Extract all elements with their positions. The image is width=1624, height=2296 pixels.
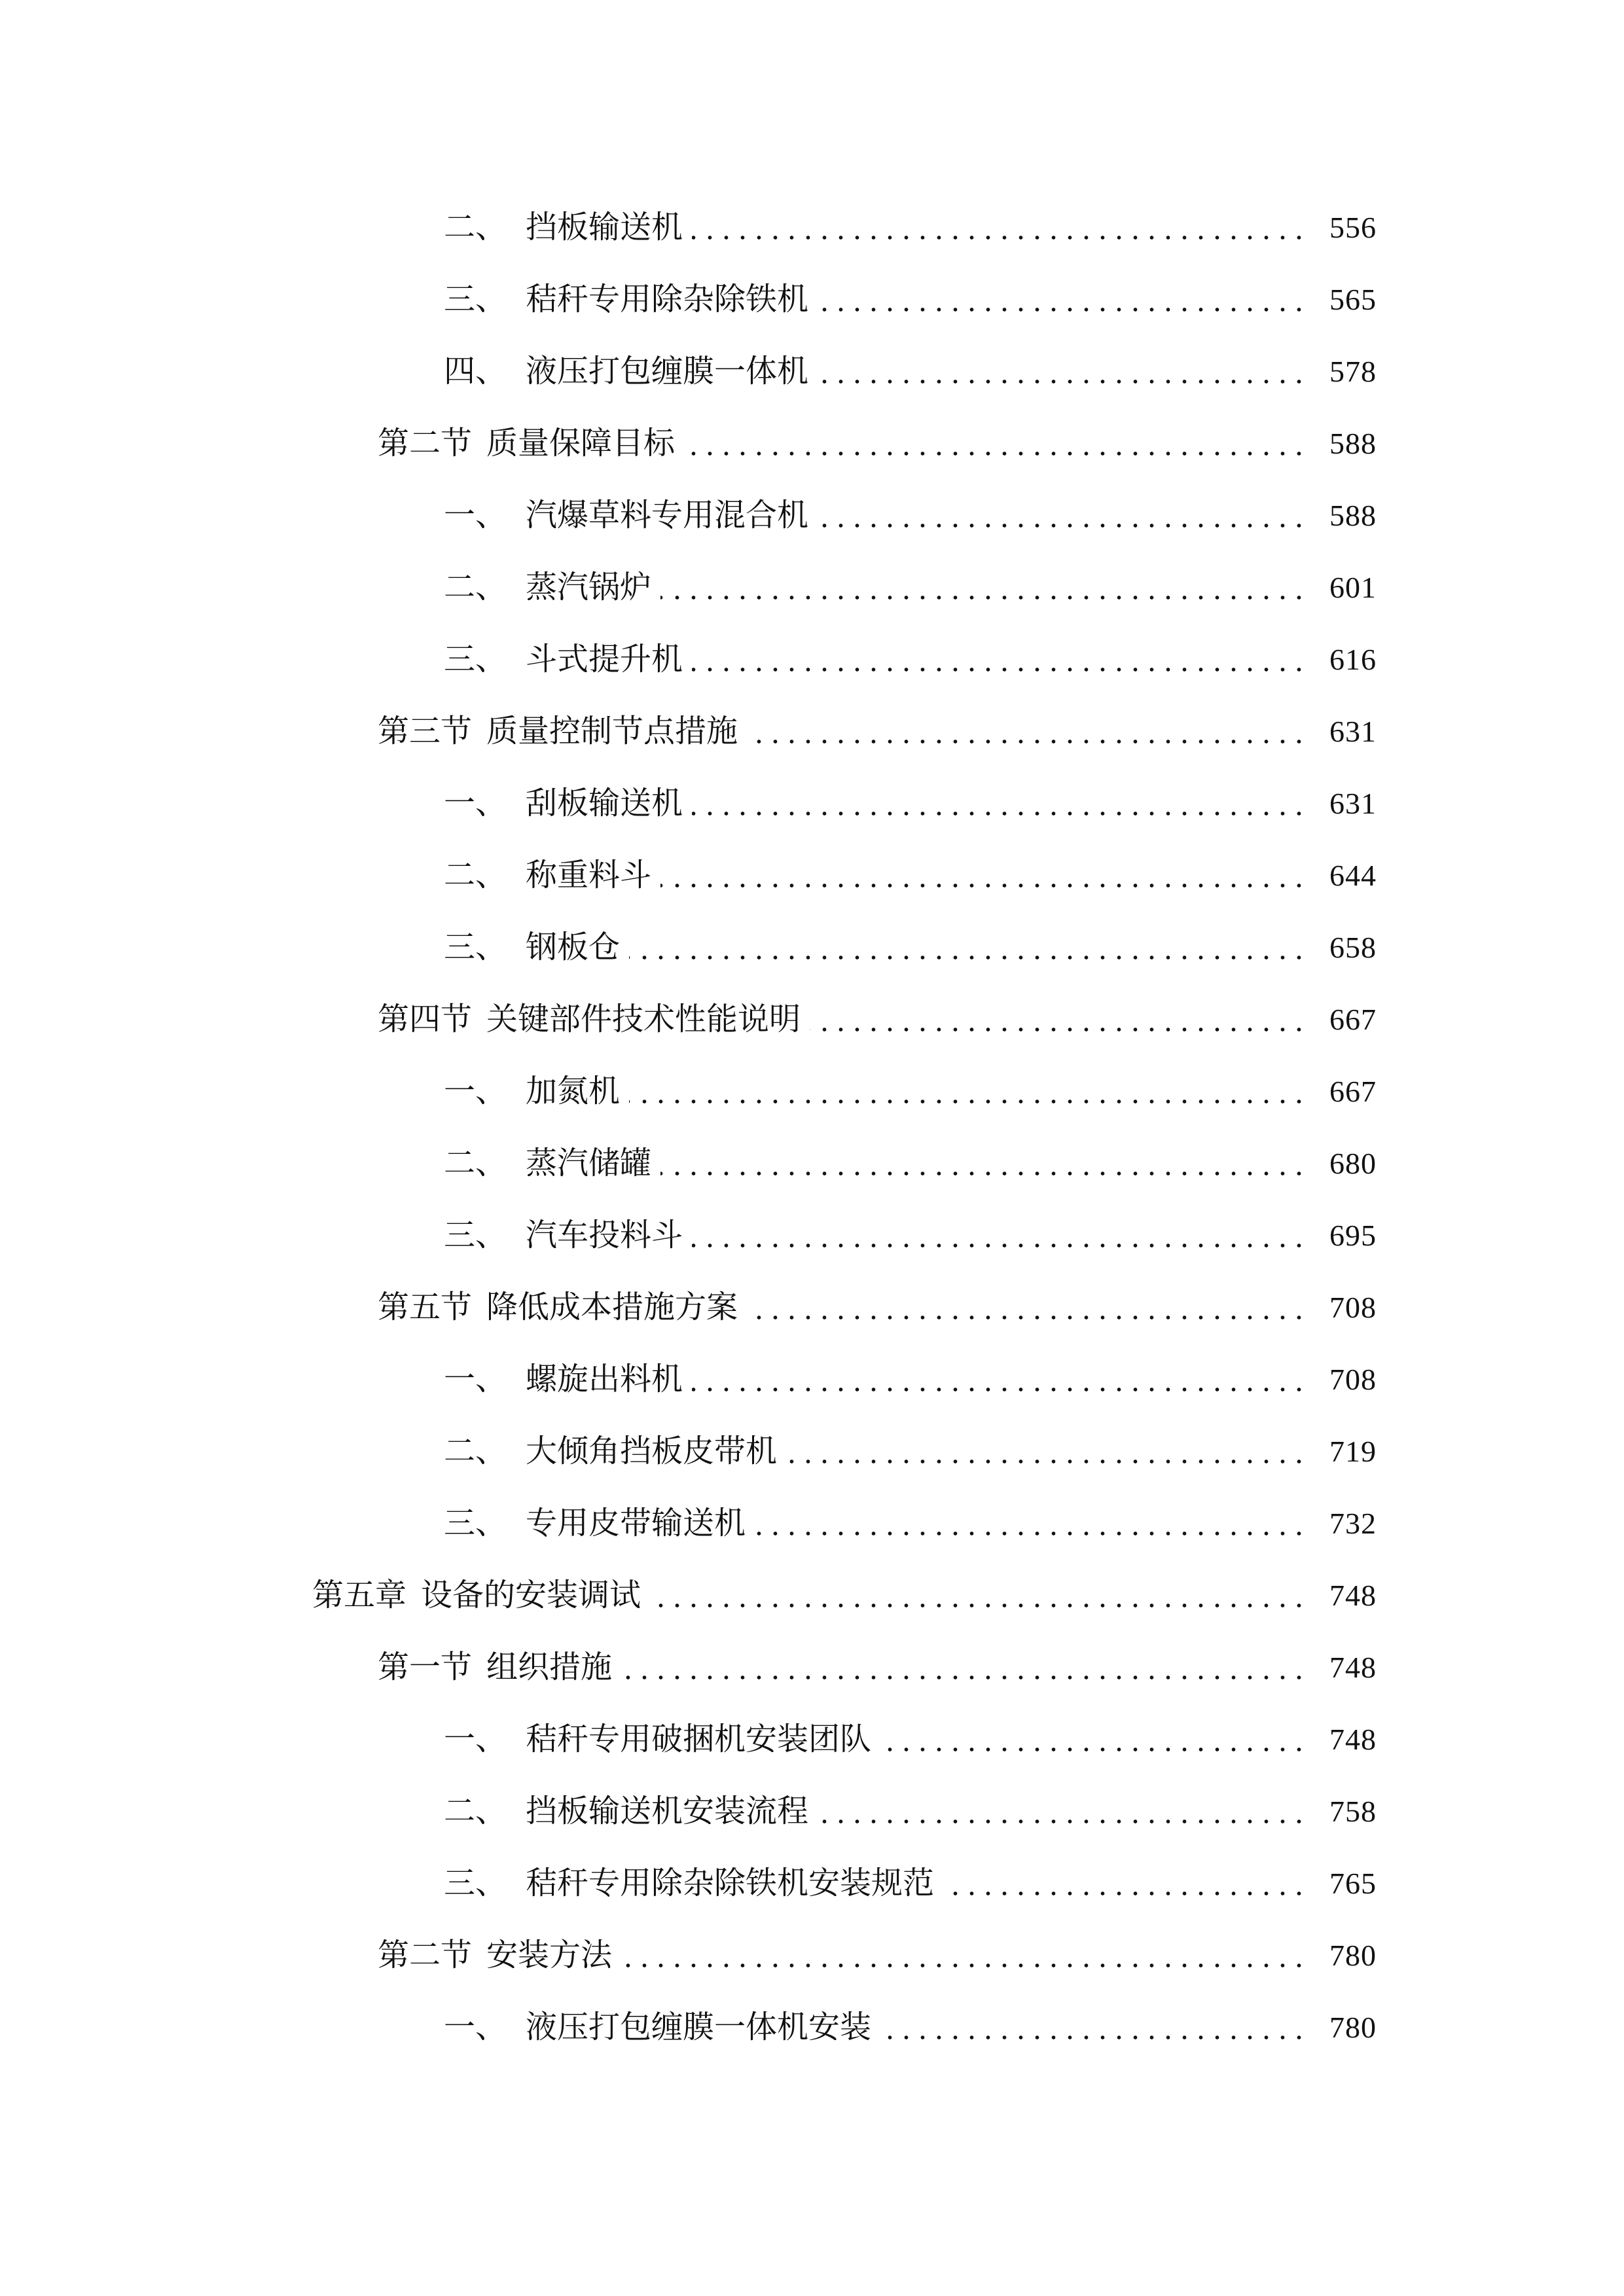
toc-entry-title: 关键部件技术性能说明 — [486, 1002, 801, 1037]
toc-entry-page-number: 631 — [1329, 787, 1377, 820]
toc-entry[interactable] — [0, 1344, 1624, 1416]
toc-entry-marker: 二、 — [444, 858, 507, 893]
toc-entry-title: 设备的安装调试 — [421, 1578, 641, 1613]
toc-entry-page-number: 748 — [1329, 1579, 1377, 1612]
toc-entry-page-number: 667 — [1329, 1003, 1377, 1036]
toc-entry-marker: 三、 — [444, 1866, 507, 1901]
toc-section-entry[interactable] — [0, 696, 1624, 768]
toc-entry[interactable] — [0, 1128, 1624, 1200]
toc-entry-page-number: 556 — [1329, 211, 1377, 244]
toc-entry-marker: 一、 — [444, 498, 507, 533]
toc-entry-page-number: 732 — [1329, 1507, 1377, 1540]
dot-leader — [747, 696, 1307, 768]
dot-leader — [818, 264, 1307, 336]
dot-leader — [629, 912, 1307, 984]
dot-leader — [818, 1776, 1307, 1848]
toc-entry-title: 挡板输送机 — [526, 210, 683, 245]
dot-leader — [755, 1488, 1307, 1560]
toc-entry[interactable] — [0, 552, 1624, 624]
toc-entry[interactable] — [0, 192, 1624, 264]
toc-entry-title: 称重料斗 — [526, 858, 652, 893]
toc-entry-page-number: 631 — [1329, 715, 1377, 748]
dot-leader — [660, 552, 1307, 624]
toc-entry[interactable] — [0, 1488, 1624, 1560]
dot-leader — [818, 336, 1307, 408]
toc-entry-page-number: 708 — [1329, 1363, 1377, 1396]
toc-entry[interactable] — [0, 336, 1624, 408]
dot-leader — [692, 1200, 1307, 1272]
toc-entry-title: 液压打包缠膜一体机安装 — [526, 2010, 872, 2045]
dot-leader — [692, 768, 1307, 840]
toc-entry-title: 秸秆专用除杂除铁机安装规范 — [526, 1866, 935, 1901]
dot-leader — [692, 624, 1307, 696]
toc-entry-marker: 第二节 — [378, 1938, 473, 1973]
toc-entry[interactable] — [0, 1056, 1624, 1128]
toc-entry[interactable] — [0, 1776, 1624, 1848]
toc-entry-title: 刮板输送机 — [526, 786, 683, 821]
toc-entry-marker: 二、 — [444, 570, 507, 605]
dot-leader — [880, 1704, 1307, 1776]
toc-entry-marker: 一、 — [444, 1362, 507, 1397]
toc-entry[interactable] — [0, 840, 1624, 912]
toc-entry-marker: 二、 — [444, 210, 507, 245]
dot-leader — [684, 408, 1307, 480]
toc-entry[interactable] — [0, 624, 1624, 696]
toc-entry-marker: 第四节 — [378, 1002, 473, 1037]
dot-leader — [692, 192, 1307, 264]
toc-entry[interactable] — [0, 768, 1624, 840]
toc-entry-page-number: 758 — [1329, 1795, 1377, 1828]
toc-entry-page-number: 588 — [1329, 499, 1377, 532]
dot-leader — [943, 1848, 1307, 1920]
toc-chapter-entry[interactable] — [0, 1560, 1624, 1632]
toc-entry-page-number: 680 — [1329, 1147, 1377, 1180]
toc-entry-marker: 一、 — [444, 1074, 507, 1109]
toc-entry-title: 加氮机 — [526, 1074, 621, 1109]
dot-leader — [660, 840, 1307, 912]
toc-entry-marker: 三、 — [444, 930, 507, 965]
toc-entry[interactable] — [0, 912, 1624, 984]
toc-entry[interactable] — [0, 1200, 1624, 1272]
toc-entry-page-number: 601 — [1329, 571, 1377, 604]
dot-leader — [660, 1128, 1307, 1200]
toc-entry-page-number: 578 — [1329, 355, 1377, 388]
toc-entry-title: 质量控制节点措施 — [486, 714, 738, 749]
toc-entry-page-number: 667 — [1329, 1075, 1377, 1108]
toc-entry-title: 螺旋出料机 — [526, 1362, 683, 1397]
toc-entry-page-number: 644 — [1329, 859, 1377, 892]
dot-leader — [786, 1416, 1307, 1488]
toc-entry-title: 质量保障目标 — [486, 426, 676, 461]
toc-entry-marker: 三、 — [444, 282, 507, 317]
toc-entry-marker: 二、 — [444, 1434, 507, 1469]
toc-entry-marker: 第五节 — [378, 1290, 473, 1325]
toc-entry-title: 秸秆专用破捆机安装团队 — [526, 1722, 872, 1757]
toc-entry[interactable] — [0, 1416, 1624, 1488]
toc-entry-title: 液压打包缠膜一体机 — [526, 354, 809, 389]
toc-section-entry[interactable] — [0, 1272, 1624, 1344]
toc-entry-title: 汽车投料斗 — [526, 1218, 683, 1253]
table-of-contents — [0, 192, 1624, 2064]
toc-entry[interactable] — [0, 1848, 1624, 1920]
toc-entry-page-number: 695 — [1329, 1219, 1377, 1252]
toc-entry-marker: 三、 — [444, 1506, 507, 1541]
toc-entry-page-number: 748 — [1329, 1651, 1377, 1684]
dot-leader — [880, 1992, 1307, 2064]
dot-leader — [621, 1920, 1307, 1992]
toc-entry-title: 钢板仓 — [526, 930, 621, 965]
dot-leader — [692, 1344, 1307, 1416]
toc-entry-marker: 第五章 — [312, 1578, 407, 1613]
toc-entry-page-number: 719 — [1329, 1435, 1377, 1468]
toc-entry-title: 组织措施 — [486, 1650, 613, 1685]
toc-entry[interactable] — [0, 1992, 1624, 2064]
toc-entry-page-number: 658 — [1329, 931, 1377, 964]
dot-leader — [747, 1272, 1307, 1344]
toc-entry-page-number: 765 — [1329, 1867, 1377, 1900]
toc-entry-marker: 三、 — [444, 1218, 507, 1253]
toc-entry-marker: 第二节 — [378, 426, 473, 461]
toc-entry-marker: 一、 — [444, 1722, 507, 1757]
toc-entry-page-number: 748 — [1329, 1723, 1377, 1756]
toc-entry-title: 斗式提升机 — [526, 642, 683, 677]
toc-entry[interactable] — [0, 1704, 1624, 1776]
dot-leader — [650, 1560, 1307, 1632]
toc-entry-page-number: 565 — [1329, 283, 1377, 316]
toc-section-entry[interactable] — [0, 408, 1624, 480]
toc-section-entry[interactable] — [0, 984, 1624, 1056]
dot-leader — [810, 984, 1307, 1056]
toc-entry-marker: 一、 — [444, 786, 507, 821]
toc-entry-title: 降低成本措施方案 — [486, 1290, 738, 1325]
toc-entry-title: 秸秆专用除杂除铁机 — [526, 282, 809, 317]
toc-entry-marker: 四、 — [444, 354, 507, 389]
toc-entry-marker: 二、 — [444, 1146, 507, 1181]
toc-entry-title: 蒸汽储罐 — [526, 1146, 652, 1181]
toc-entry-marker: 一、 — [444, 2010, 507, 2045]
toc-section-entry[interactable] — [0, 1920, 1624, 1992]
toc-entry-marker: 三、 — [444, 642, 507, 677]
toc-entry-page-number: 708 — [1329, 1291, 1377, 1324]
toc-entry[interactable] — [0, 480, 1624, 552]
toc-section-entry[interactable] — [0, 1632, 1624, 1704]
toc-entry-title: 专用皮带输送机 — [526, 1506, 746, 1541]
toc-entry-title: 汽爆草料专用混合机 — [526, 498, 809, 533]
toc-entry-marker: 第一节 — [378, 1650, 473, 1685]
toc-entry-marker: 第三节 — [378, 714, 473, 749]
toc-entry-marker: 二、 — [444, 1794, 507, 1829]
dot-leader — [629, 1056, 1307, 1128]
toc-entry-title: 大倾角挡板皮带机 — [526, 1434, 778, 1469]
toc-entry-page-number: 616 — [1329, 643, 1377, 676]
toc-entry-page-number: 780 — [1329, 1939, 1377, 1972]
toc-entry-page-number: 780 — [1329, 2011, 1377, 2044]
toc-entry[interactable] — [0, 264, 1624, 336]
toc-entry-title: 蒸汽锅炉 — [526, 570, 652, 605]
toc-entry-title: 挡板输送机安装流程 — [526, 1794, 809, 1829]
dot-leader — [818, 480, 1307, 552]
toc-entry-page-number: 588 — [1329, 427, 1377, 460]
dot-leader — [621, 1632, 1307, 1704]
toc-entry-title: 安装方法 — [486, 1938, 613, 1973]
